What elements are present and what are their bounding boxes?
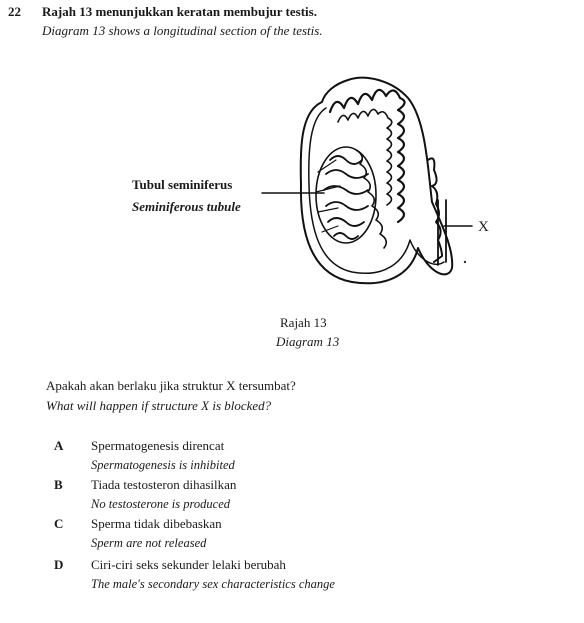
question-prompt-malay: Apakah akan berlaku jika struktur X tersumbat? xyxy=(46,378,296,393)
seminiferous-tubule-coils xyxy=(324,156,368,239)
option-b-english[interactable]: No testosterone is produced xyxy=(91,497,230,511)
option-d-malay[interactable]: Ciri-ciri seks sekunder lelaki berubah xyxy=(91,557,286,572)
lobule-region xyxy=(316,147,376,243)
option-c-english[interactable]: Sperm are not released xyxy=(91,536,207,550)
option-d-english[interactable]: The male's secondary sex characteristics change xyxy=(91,577,335,591)
option-b-malay[interactable]: Tiada testosteron dihasilkan xyxy=(91,477,237,492)
option-a-letter[interactable]: A xyxy=(54,438,64,453)
diagram-caption-english: Diagram 13 xyxy=(276,334,340,349)
question-prompt-english: What will happen if structure X is blocked? xyxy=(46,398,272,413)
label-seminiferous-tubule-malay: Tubul seminiferus xyxy=(132,177,233,192)
option-c-letter[interactable]: C xyxy=(54,516,64,531)
option-a-english[interactable]: Spermatogenesis is inhibited xyxy=(91,458,235,472)
diagram-caption-malay: Rajah 13 xyxy=(280,315,327,330)
option-a-malay[interactable]: Spermatogenesis direncat xyxy=(91,438,225,453)
question-stem-malay: Rajah 13 menunjukkan keratan membujur testis. xyxy=(42,4,317,19)
label-seminiferous-tubule-english: Seminiferous tubule xyxy=(132,199,241,214)
label-structure-x: X xyxy=(478,219,489,235)
option-d-letter[interactable]: D xyxy=(54,557,64,572)
option-c-malay[interactable]: Sperma tidak dibebaskan xyxy=(91,516,222,531)
rete-testis xyxy=(356,150,386,248)
option-b-letter[interactable]: B xyxy=(54,477,63,492)
speck xyxy=(464,261,466,263)
question-stem-english: Diagram 13 shows a longitudinal section of the testis. xyxy=(42,23,323,38)
question-number: 22 xyxy=(8,4,21,19)
